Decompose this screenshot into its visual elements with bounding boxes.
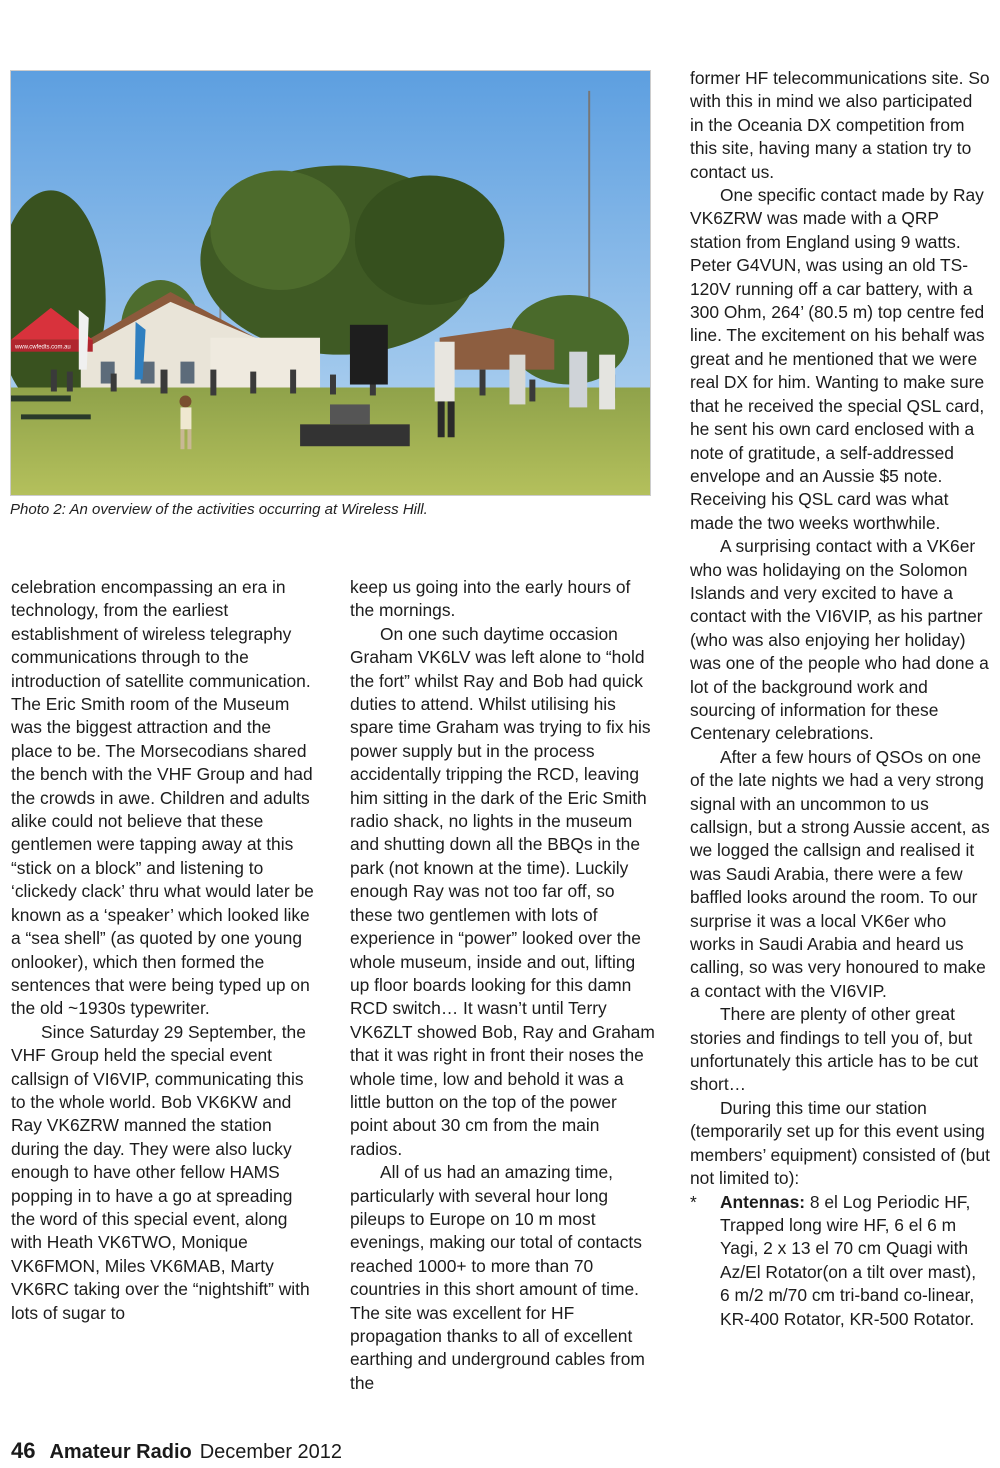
paragraph: During this time our station (temporarily set up for this event using members’ equipment) consisted of (but not limited to):: [690, 1097, 990, 1189]
article-column-2: [350, 576, 655, 1395]
tent-sign: www.cwfedts.com.au: [14, 344, 71, 351]
paragraph: On one such daytime occasion Graham VK6LV was left alone to “hold the fort” whilst Ray and Bob had quick duties to attend. Whilst utilising his spare time Graham was trying to fix his power supply but in the process accidentally tripping the RCD, leaving him sitting in the dark of the Eric Smith radio shack, no lights in the museum and shutting down all the BBQs in the park (not known at the time). Luckily enough Ray was not too far off, so these two gentlemen with lots of experience in “power” looked over the whole museum, inside and out, lifting up floor boards looking for this damn RCD switch… It wasn’t until Terry VK6ZLT showed Bob, Ray and Graham that it was right in front their noses the whole time, low and behold it was a little button on the top of the power point about 30 cm from the main radios.: [350, 623, 655, 1159]
photo-wireless-hill: [10, 70, 651, 496]
bullet-label: Antennas:: [720, 1191, 806, 1212]
paragraph: After a few hours of QSOs on one of the late nights we had a very strong signal with an uncommon to us callsign, but a strong Aussie accent, as we logged the callsign and realised it was Saudi Arabia, there were a few baffled looks around the room. To our surprise it was a local VK6er who works in Saudi Arabia and heard us calling, so was very honoured to make a contact with the VI6VIP.: [690, 746, 990, 1001]
bullet-text: 8 el Log Periodic HF, Trapped long wire HF, 6 el 6 m Yagi, 2 x 13 el 70 cm Quagi with Az/El Rotator(on a tilt over mast), 6 m/2 m/70 cm tri-band co-linear, KR-400 Rotator, KR-500 Rotator.: [720, 1191, 977, 1329]
article-column-3: [690, 67, 990, 1331]
article-column-1: [11, 576, 316, 1325]
paragraph: celebration encompassing an era in technology, from the earliest establishment of wireless telegraphy communications through to the introduction of satellite communication. The Eric Smith room of the Museum was the biggest attraction and the place to be. The Morsecodians shared the bench with the VHF Group and had the crowds in awe. Children and adults alike could not believe that these gentlemen were tapping away at this “stick on a block” and listening to ‘clickedy clack’ thru what would later be known as a ‘speaker’ which looked like a “sea shell” (as quoted by one young onlooker), which then formed the sentences that were being typed up on the old ~1930s typewriter.: [11, 577, 314, 1019]
paragraph: There are plenty of other great stories and findings to tell you of, but unfortunately this article has to be cut short…: [690, 1004, 979, 1095]
page-number: 46: [11, 1438, 36, 1463]
paragraph: One specific contact made by Ray VK6ZRW was made with a QRP station from England using 9 watts. Peter G4VUN, was using an old TS-120V running off a car battery, with a 300 Ohm, 264’ (80.5 m) top centre fed line. The excitement on his behalf was great and he mentioned that we were real DX for him. Wanting to make sure that he received the special QSL card, he sent his own card enclosed with a note of gratitude, a self-addressed envelope and an Aussie $5 note. Receiving his QSL card was what made the two weeks worthwhile.: [690, 185, 985, 533]
paragraph: A surprising contact with a VK6er who was holidaying on the Solomon Islands and very excited to have a contact with the VI6VIP, as his partner (who was also enjoying her holiday) was one of the people who had done a lot of the background work and sourcing of information for these Centenary celebrations.: [690, 536, 989, 744]
issue-date: December 2012: [199, 1441, 343, 1463]
paragraph: former HF telecommunications site. So with this in mind we also participated in the Oceania DX competition from this site, having many a station try to contact us.: [690, 68, 990, 182]
photo-caption: Photo 2: An overview of the activities occurring at Wireless Hill.: [10, 501, 428, 518]
paragraph: Since Saturday 29 September, the VHF Group held the special event callsign of VI6VIP, communicating this to the whole world. Bob VK6KW and Ray VK6ZRW manned the station during the day. They were also lucky enough to have other fellow HAMS popping in to have a go at spreading the word of this special event, along with Heath VK6TWO, Monique VK6FMON, Miles VK6MAB, Marty VK6RC taking over the “nightshift” with lots of sugar to: [11, 1021, 310, 1323]
paragraph: keep us going into the early hours of the mornings.: [350, 577, 631, 621]
magazine-title: Amateur Radio: [49, 1441, 192, 1463]
page-footer: [11, 1438, 342, 1465]
bullet-marker: *: [690, 1191, 697, 1212]
paragraph: All of us had an amazing time, particularly with several hour long pileups to Europe on 10 m most evenings, making our total of contacts reached 1000+ to more than 70 countries in this short amount of time. The site was excellent for HF propagation thanks to all of excellent earthing and underground cables from the: [350, 1162, 645, 1393]
photo-image: [11, 71, 650, 495]
equipment-bullet: [690, 1191, 990, 1331]
